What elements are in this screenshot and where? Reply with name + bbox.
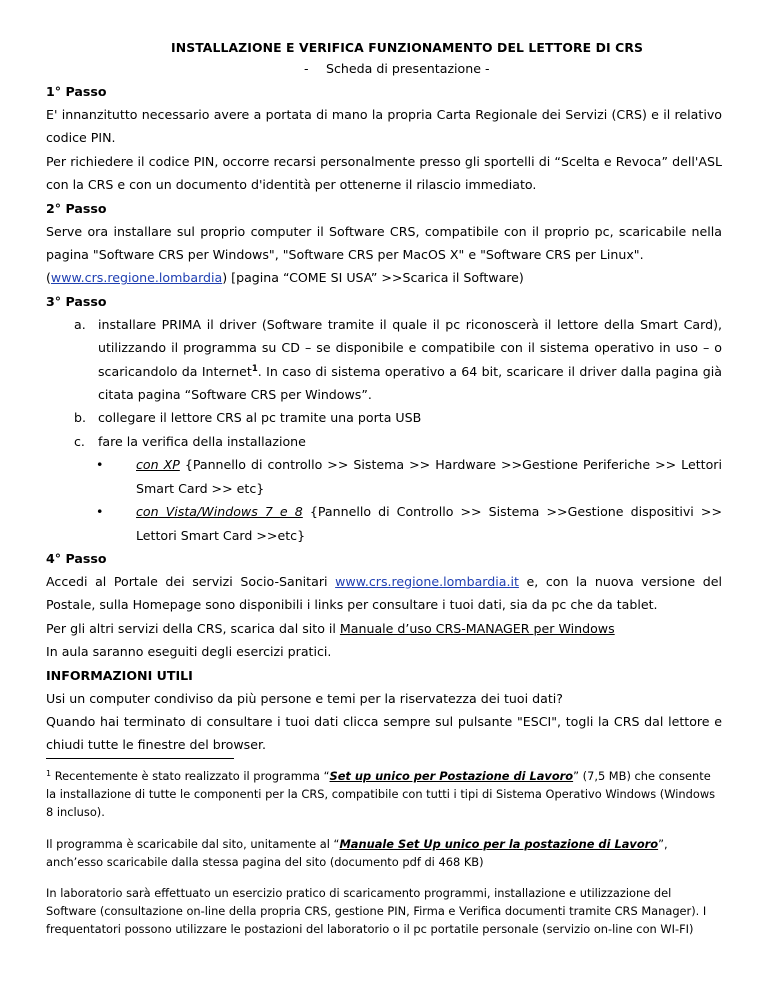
setup-program-name: Set up unico per Postazione di Lavoro (329, 769, 574, 783)
list-marker: b. (74, 410, 86, 426)
list-item-text-cont: . In caso di sistema operativo a 64 bit, scaricare il driver dalla pagina già citata pagina “Software CRS per Windows”. (98, 363, 722, 403)
bullet-lead: con Vista/Windows 7 e 8 (136, 504, 303, 520)
footnote-ref[interactable]: 1 (251, 363, 258, 374)
document-title: INSTALLAZIONE E VERIFICA FUNZIONAMENTO DEL LETTORE DI CRS (171, 40, 643, 55)
info-heading: INFORMAZIONI UTILI (46, 667, 193, 683)
step2-paragraph-2-rest: ) [pagina “COME SI USA” >>Scarica il Software) (222, 270, 524, 286)
text: ” (7,5 MB) che consente la installazione di tutte le componenti per la CRS, compatibile con tutti i tipi di Sistema Operativo Windows (Windows 8 incluso). (46, 769, 716, 820)
bullet-lead: con XP (136, 457, 180, 473)
subtitle-text: Scheda di presentazione - (326, 61, 490, 76)
step4-heading: 4° Passo (46, 550, 107, 566)
text: Il programma è scaricabile dal sito, unitamente al “ (46, 836, 340, 851)
text: Per gli altri servizi della CRS, scarica dal sito il (46, 620, 340, 636)
footnote-separator (46, 758, 234, 759)
step4-paragraph-2 (46, 617, 722, 640)
step2-paragraph-2 (46, 266, 722, 289)
footnote-1 (46, 767, 722, 822)
step3-heading: 3° Passo (46, 293, 107, 309)
document-subtitle (304, 58, 722, 80)
footnote-3: In laboratorio sarà effettuato un esercizio pratico di scaricamento programmi, installazione e utilizzazione del Software (consultazione on-line della propria CRS, gestione PIN, Firma e Verifica documenti tramite CRS Manager). I frequentatori possono utilizzare le postazioni del laboratorio o il pc portatile personale (servizio on-line con WI-FI) (46, 886, 707, 937)
paren: ( (46, 270, 51, 286)
subtitle-dash: - (304, 61, 309, 76)
step2-heading: 2° Passo (46, 200, 107, 216)
step1-paragraph-2: Per richiedere il codice PIN, occorre recarsi personalmente presso gli sportelli di “Scelta e Revoca” dell'ASL con la CRS e con un documento d'identità per ottenerne il rilascio immediato. (46, 153, 722, 193)
step1-heading: 1° Passo (46, 84, 107, 99)
bullet-text: {Pannello di Controllo >> Sistema >>Gestione dispositivi >> Lettori Smart Card >>etc} (136, 504, 722, 543)
crs-site-link[interactable]: www.crs.regione.lombardia (50, 270, 223, 286)
info-paragraph-2: Quando hai terminato di consultare i tuoi dati clicca sempre sul pulsante "ESCI", togli la CRS dal lettore e chiudi tutte le finestre del browser. (46, 713, 722, 753)
list-item (74, 313, 722, 407)
info-paragraph-1: Usi un computer condiviso da più persone e temi per la riservatezza dei tuoi dati? (46, 690, 563, 706)
text: Recentemente è stato realizzato il programma “ (51, 769, 330, 783)
document-body (46, 38, 722, 757)
footnote-area (46, 767, 722, 952)
list-marker: c. (74, 433, 85, 449)
bullet-marker: • (96, 504, 104, 520)
bullet-item-vista (84, 500, 722, 547)
setup-manual-name: Manuale Set Up unico per la postazione di Lavoro (339, 836, 659, 851)
portal-link[interactable]: www.crs.regione.lombardia.it (335, 573, 519, 589)
text: e, con la nuova versione del Postale, sulla Homepage sono disponibili i links per consultare i tuoi dati, sia da pc che da tablet. (46, 573, 722, 613)
step2-paragraph-1: Serve ora installare sul proprio computer il Software CRS, compatibile con il proprio pc, scaricabile nella pagina "Software CRS per Windows", "Software CRS per MacOS X" e "Software CRS per Linux". (46, 223, 722, 263)
bullet-item-xp (84, 453, 722, 500)
list-item-text: collegare il lettore CRS al pc tramite una porta USB (98, 410, 422, 426)
list-item (74, 430, 722, 453)
bullet-text: {Pannello di controllo >> Sistema >> Hardware >>Gestione Periferiche >> Lettori Smart Card >> etc} (136, 457, 722, 496)
footnote-2 (46, 835, 722, 871)
step1-paragraph-1: E' innanzitutto necessario avere a portata di mano la propria Carta Regionale dei Servizi (CRS) e il relativo codice PIN. (46, 107, 722, 146)
bullet-marker: • (96, 457, 104, 473)
text: ”, anch’esso scaricabile dalla stessa pagina del sito (documento pdf di 468 KB) (46, 836, 668, 869)
list-item (74, 406, 722, 429)
list-item-text: installare PRIMA il driver (Software tramite il quale il pc riconoscerà il lettore della Smart Card), utilizzando il programma su CD – se disponibile e compatibile con il sistema operativo in uso – o scaricandolo da Internet (98, 316, 722, 379)
footnote-number: 1 (46, 769, 52, 778)
list-item-text: fare la verifica della installazione (98, 433, 306, 449)
step4-paragraph-1 (46, 570, 722, 617)
manual-link[interactable]: Manuale d’uso CRS-MANAGER per Windows (339, 620, 615, 636)
step3-list (74, 313, 722, 547)
list-marker: a. (74, 316, 86, 332)
step4-paragraph-3: In aula saranno eseguiti degli esercizi pratici. (46, 644, 332, 660)
text: Accedi al Portale dei servizi Socio-Sanitari (46, 573, 336, 589)
